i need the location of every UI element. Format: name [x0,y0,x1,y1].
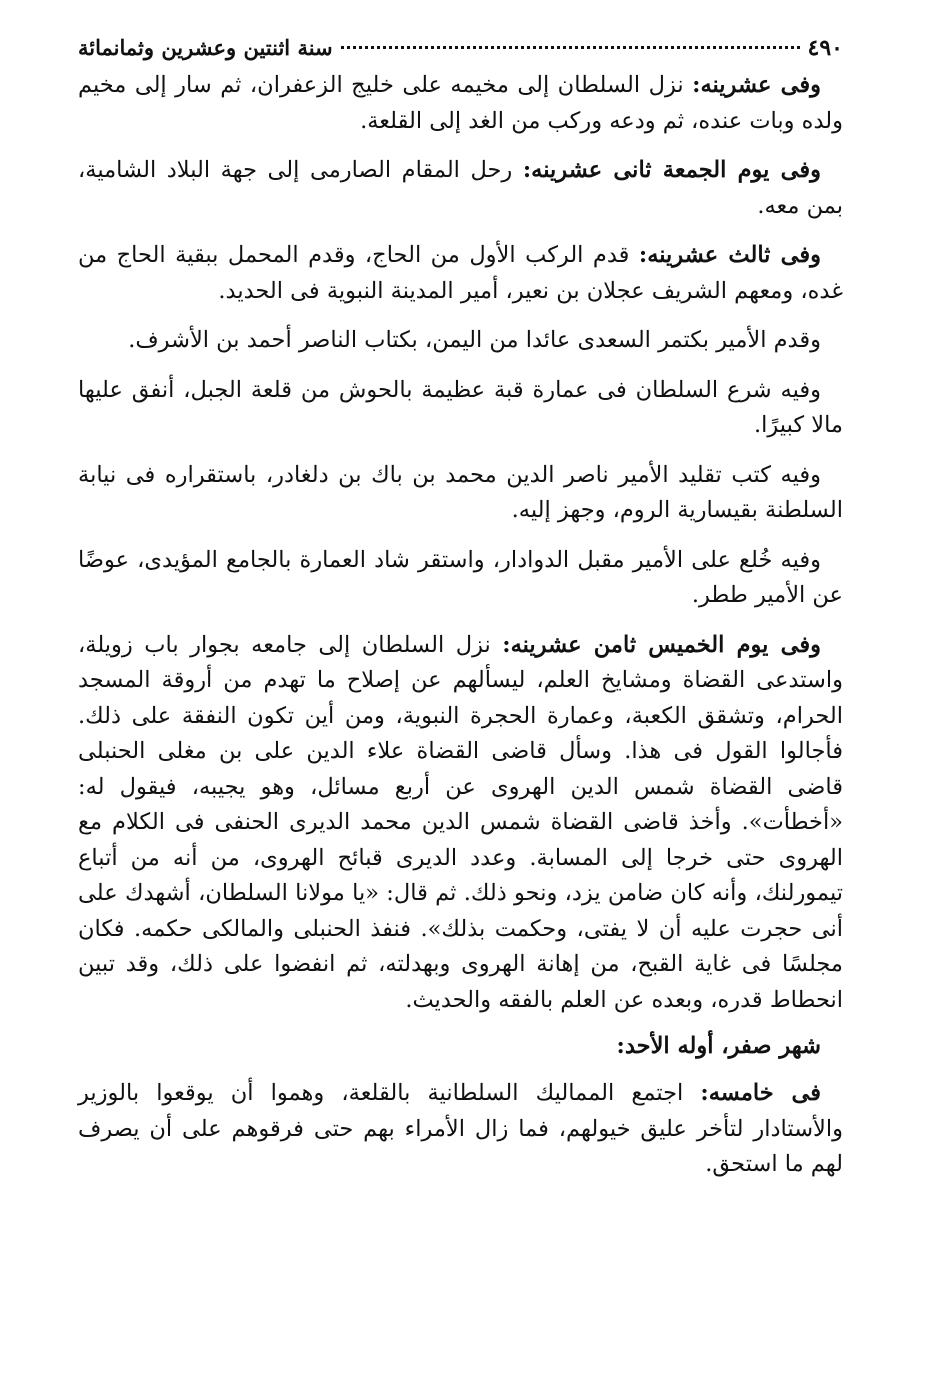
paragraph-text: قدم الركب الأول من الحاج، وقدم المحمل ببقية الحاج من غده، ومعهم الشريف عجلان بن نعير، أمير المدينة النبوية فى الحديد. [78,242,843,304]
paragraph-text: اجتمع المماليك السلطانية بالقلعة، وهموا أن يوقعوا بالوزير والأستادار لتأخر عليق خيولهم، فما زال الأمراء بهم حتى فرقوهم على أن يصرف لهم ما استحق. [78,1080,843,1177]
page-body [78,68,843,1183]
paragraph-text: نزل السلطان إلى جامعه بجوار باب زويلة، واستدعى القضاة ومشايخ العلم، ليسألهم عن إصلاح ما تهدم من أروقة المسجد الحرام، وتشقق الكعبة، وعمارة الحجرة النبوية، ومن أين تكون النفقة على ذلك. فأجالوا القول فى هذا. وسأل قاضى القضاة علاء الدين على بن مغلى الحنبلى قاضى القضاة شمس الدين الهروى عن أربع مسائل، وهو يجيبه، فيقول له: «أخطأت». وأخذ قاضى القضاة شمس الدين محمد الديرى الحنفى فى الكلام مع الهروى حتى خرجا إلى المسابة. وعدد الديرى قبائح الهروى، من أنه من أتباع تيمورلنك، وأنه كان ضامن يزد، ونحو ذلك. ثم قال: «يا مولانا السلطان، أشهدك على أنى حجرت عليه أن لا يفتى، وحكمت بذلك». فنفذ الحنبلى والمالكى حكمه. فكان مجلسًا فى غاية القبح، من إهانة الهروى وبهدلته، ثم انفضوا على ذلك، وقد تبين انحطاط قدره، وبعده عن العلم بالفقه والحديث. [78,631,843,1013]
running-header [78,34,843,64]
paragraph-text: نزل السلطان إلى مخيمه على خليج الزعفران، ثم سار إلى مخيم ولده وبات عنده، ثم ودعه وركب من الغد إلى القلعة. [78,72,843,134]
paragraph-text: وفيه خُلع على الأمير مقبل الدوادار، واستقر شاد العمارة بالجامع المؤيدى، عوضًا عن الأمير ططر. [78,546,843,608]
paragraph-text: وقدم الأمير بكتمر السعدى عائدا من اليمن، بكتاب الناصر أحمد بن الأشرف. [128,327,821,353]
paragraph-text: رحل المقام الصارمى إلى جهة البلاد الشامية، بمن معه. [78,157,843,219]
paragraph-lead: وفى يوم الخميس ثامن عشرينه: [502,631,821,658]
paragraph-lead: وفى عشرينه: [692,72,822,98]
paragraph [78,628,843,1019]
paragraph [78,153,843,224]
paragraph-lead: وفى ثالث عشرينه: [638,242,821,268]
paragraph-text: وفيه كتب تقليد الأمير ناصر الدين محمد بن باك بن دلغادر، باستقراره فى نيابة السلطنة بقيسارية الروم، وجهز إليه. [78,461,843,523]
dotted-leader [341,46,800,49]
running-title: سنة اثنتين وعشرين وثمانمائة [78,35,333,60]
paragraph [78,68,843,139]
paragraph [78,543,843,614]
paragraph [78,373,843,444]
section-heading: شهر صفر، أوله الأحد: [616,1033,821,1059]
paragraph [78,1076,843,1183]
paragraph-text: وفيه شرع السلطان فى عمارة قبة عظيمة بالحوش من قلعة الجبل، أنفق عليها مالا كبيرًا. [78,376,843,438]
paragraph [78,458,843,529]
paragraph-lead: وفى يوم الجمعة ثانى عشرينه: [522,157,822,183]
page-number: ٤٩٠ [807,35,843,61]
paragraph [78,323,843,359]
paragraph [78,238,843,309]
paragraph-lead: فى خامسه: [700,1080,821,1106]
